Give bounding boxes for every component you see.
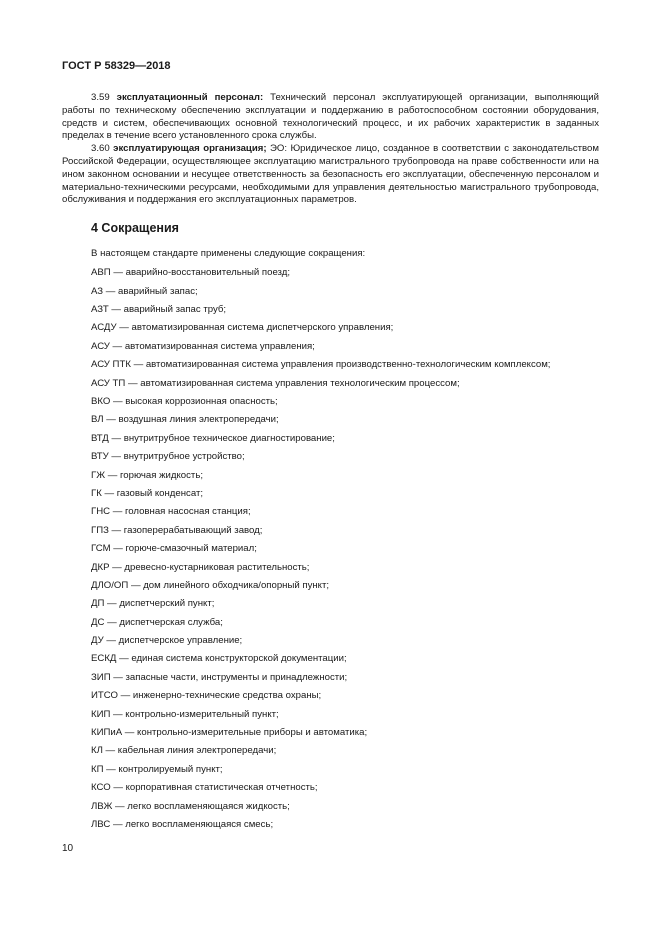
section-intro: В настоящем стандарте применены следующие сокращения: — [91, 247, 366, 259]
definition-3-60 — [62, 143, 599, 207]
definition-term: эксплуатирующая организация; — [113, 143, 267, 155]
abbreviation-item: АВП — аварийно-восстановительный поезд; — [91, 267, 291, 279]
abbreviation-item: ВТУ — внутритрубное устройство; — [91, 451, 245, 463]
abbreviation-item: ЗИП — запасные части, инструменты и принадлежности; — [91, 671, 348, 683]
abbreviation-list — [62, 267, 599, 832]
abbreviation-item: ЛВЖ — легко воспламеняющаяся жидкость; — [91, 800, 290, 812]
abbreviation-item: ВКО — высокая коррозионная опасность; — [91, 396, 278, 407]
abbreviation-item: КСО — корпоративная статистическая отчетность; — [91, 782, 318, 794]
abbreviation-item: ГСМ — горюче-смазочный материал; — [91, 543, 257, 555]
definition-text: ЭО: Юридическое лицо, созданное в соответствии с законодательством Российской Федерации, осуществляющее эксплуатацию магистрального трубопровода на праве собственности или на ином законном основании и несущее ответственность за безопасность его эксплуатации, обеспеченную персоналом и материально-техническими ресурсами, необходимыми для управления деятельностью магистрального трубопровода, обслуживания и поддержания его эксплуатационных параметров. — [62, 143, 599, 206]
definition-text: Технический персонал эксплуатирующей организации, выполняющий работы по техническому обеспечению эксплуатации и поддержанию в работоспособном состоянии оборудования, средств и систем, обеспечивающих основной технологический процесс, и их рабочих характеристик в заданных пределах в течение всего установленного срока службы. — [62, 92, 600, 142]
abbreviation-item: КИП — контрольно-измерительный пункт; — [91, 708, 279, 720]
abbreviation-item: ИТСО — инженерно-технические средства охраны; — [91, 690, 322, 702]
abbreviation-item: АСУ ПТК — автоматизированная система управления производственно-технологическим комплексом; — [91, 359, 551, 371]
abbreviation-item: ЛВС — легко воспламеняющаяся смесь; — [91, 818, 274, 830]
abbreviation-item: АСДУ — автоматизированная система диспетчерского управления; — [91, 322, 394, 334]
abbreviation-item: ГЖ — горючая жидкость; — [91, 469, 203, 481]
abbreviation-item: ВЛ — воздушная линия электропередачи; — [91, 414, 279, 426]
abbreviation-item: КЛ — кабельная линия электропередачи; — [91, 745, 277, 757]
abbreviation-item: ЕСКД — единая система конструкторской документации; — [91, 653, 347, 665]
document-header: ГОСТ Р 58329—2018 — [62, 60, 171, 72]
definition-number: 3.59 — [91, 92, 110, 103]
abbreviation-item: ГНС — головная насосная станция; — [91, 506, 251, 518]
abbreviation-item: АСУ ТП — автоматизированная система управления технологическим процессом; — [91, 377, 460, 389]
page-content — [62, 92, 599, 837]
abbreviation-item: ДП — диспетчерский пункт; — [91, 598, 215, 610]
page-number: 10 — [62, 843, 74, 854]
abbreviation-item: КИПиА — контрольно-измерительные приборы и автоматика; — [91, 727, 368, 739]
definition-number: 3.60 — [91, 143, 110, 155]
abbreviation-item: АСУ — автоматизированная система управления; — [91, 340, 315, 352]
section-heading: 4 Сокращения — [91, 221, 179, 236]
abbreviation-item: ДЛО/ОП — дом линейного обходчика/опорный пункт; — [91, 579, 330, 591]
abbreviation-item: КП — контролируемый пункт; — [91, 763, 223, 775]
abbreviation-item: ДУ — диспетчерское управление; — [91, 635, 243, 647]
abbreviation-item: ГПЗ — газоперерабатывающий завод; — [91, 524, 263, 536]
abbreviation-item: АЗТ — аварийный запас труб; — [91, 304, 227, 316]
abbreviation-item: ДС — диспетчерская служба; — [91, 616, 223, 628]
definition-term: эксплуатационный персонал: — [116, 92, 264, 103]
abbreviation-item: ГК — газовый конденсат; — [91, 487, 204, 499]
abbreviation-item: ДКР — древесно-кустарниковая растительность; — [91, 561, 310, 573]
abbreviation-item: АЗ — аварийный запас; — [91, 285, 198, 297]
abbreviation-item: ВТД — внутритрубное техническое диагностирование; — [91, 432, 335, 444]
definition-3-59 — [62, 92, 599, 143]
